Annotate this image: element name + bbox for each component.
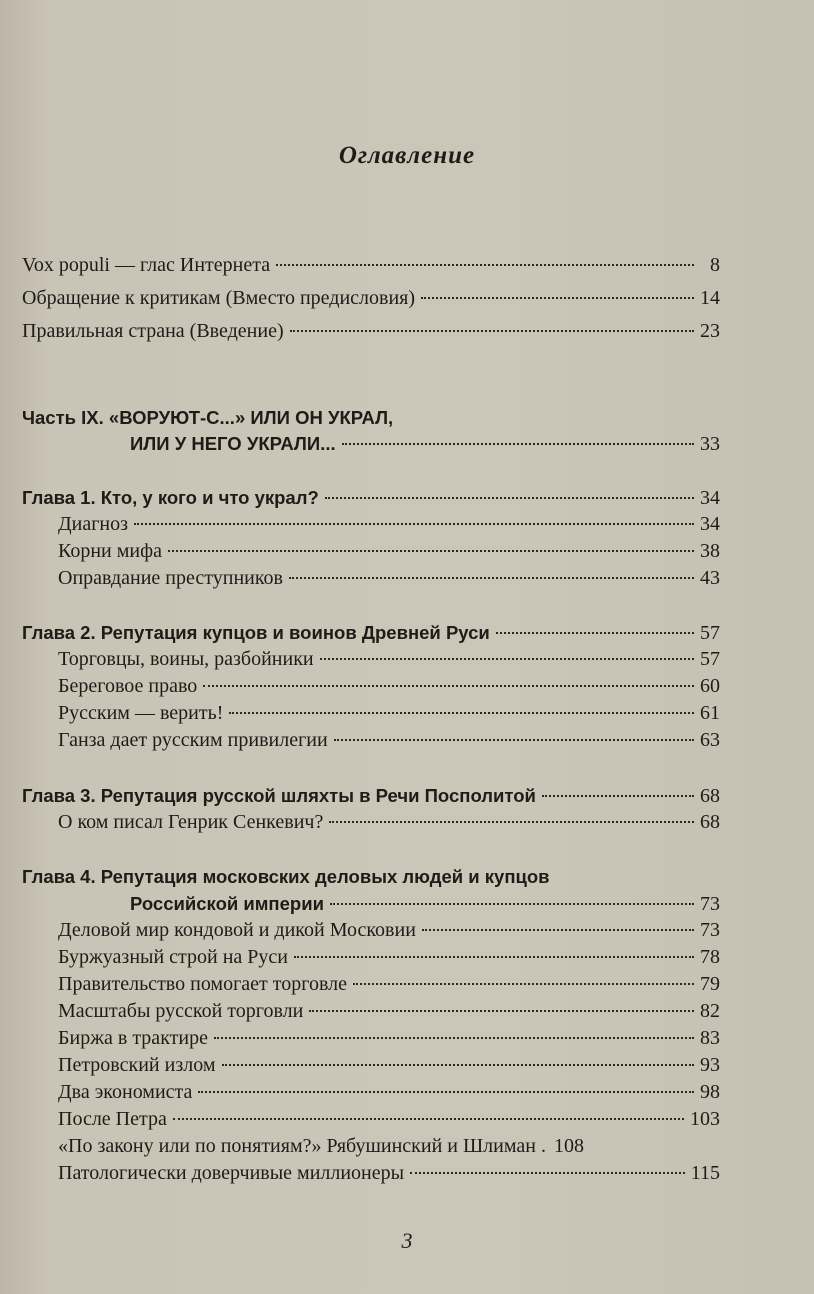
section-entry: Береговое право 60 [58,675,720,697]
leader-dots [325,497,694,499]
leader-dots [168,550,694,552]
section-entry: Ганза дает русским привилегии 63 [58,729,720,751]
leader-dots [330,903,694,905]
section-entry: Биржа в трактире 83 [58,1027,720,1049]
chapter-entry: Глава 2. Репутация купцов и воинов Древней Руси 57 [22,622,720,644]
chapter-entry-line2: Российской империи 73 [130,893,720,915]
section-entry: Два экономиста 98 [58,1081,720,1103]
toc-entry [22,285,720,312]
leader-dots [342,443,694,445]
leader-dots [294,956,694,958]
entry-page: 14 [700,287,720,309]
leader-dots [309,1010,694,1012]
leader-dots [334,739,694,741]
leader-dots [329,821,694,823]
section-entry: Диагноз 34 [58,513,720,535]
leader-dots [290,330,694,332]
chapter-entry: Глава 3. Репутация русской шляхты в Речи Посполитой 68 [22,785,720,807]
section-entry: Правительство помогает торговле 79 [58,973,720,995]
toc-entry [22,252,720,279]
leader-dots [203,685,694,687]
section-entry: Корни мифа 38 [58,540,720,562]
section-entry: Масштабы русской торговли 82 [58,1000,720,1022]
leader-dots [542,795,694,797]
section-entry: О ком писал Генрик Сенкевич? 68 [58,811,720,833]
leader-dots [289,577,694,579]
section-entry: Петровский излом 93 [58,1054,720,1076]
entry-page: 34 [700,487,720,509]
leader-dots [320,658,694,660]
part-heading-line2: ИЛИ У НЕГО УКРАЛИ... 33 [22,430,720,458]
section-entry: Торговцы, воины, разбойники 57 [58,648,720,670]
leader-dots [410,1172,685,1174]
leader-dots [422,929,694,931]
entry-page: 23 [700,320,720,342]
part-heading-line1: Часть IX. «ВОРУЮТ-С...» ИЛИ ОН УКРАЛ, [22,407,394,428]
section-entry: Патологически доверчивые миллионеры 115 [58,1162,720,1184]
section-entry: Деловой мир кондовой и дикой Московии 73 [58,919,720,941]
page-number: 3 [401,1228,413,1253]
section-entry: После Петра 103 [58,1108,720,1130]
leader-dots [173,1118,684,1120]
leader-dots [353,983,694,985]
entry-label: Обращение к критикам (Вместо предисловия) [22,287,416,309]
leader-dots [214,1037,694,1039]
section-entry: Буржуазный строй на Руси 78 [58,946,720,968]
leader-dots [198,1091,694,1093]
section-entry: Оправдание преступников 43 [58,567,720,589]
chapter-entry-line1: Глава 4. Репутация московских деловых людей и купцов [22,866,550,887]
leader-dots [134,523,694,525]
section-entry: Русским — верить! 61 [58,702,720,724]
toc-title: Оглавление [338,142,476,169]
entry-label: Правильная страна (Введение) [22,320,284,342]
chapter-entry: Глава 1. Кто, у кого и что украл? 34 [22,484,720,512]
leader-dots [229,712,694,714]
section-entry: «По закону или по понятиям?» Рябушинский и Шлиман . 108 [58,1135,584,1157]
leader-dots [276,264,694,266]
leader-dots [222,1064,695,1066]
entry-page: 8 [710,254,720,276]
leader-dots [421,297,694,299]
leader-dots [496,632,694,634]
entry-label: Vox populi — глас Интернета [22,254,271,276]
entry-page: 33 [700,433,720,455]
toc-entry [22,318,720,345]
